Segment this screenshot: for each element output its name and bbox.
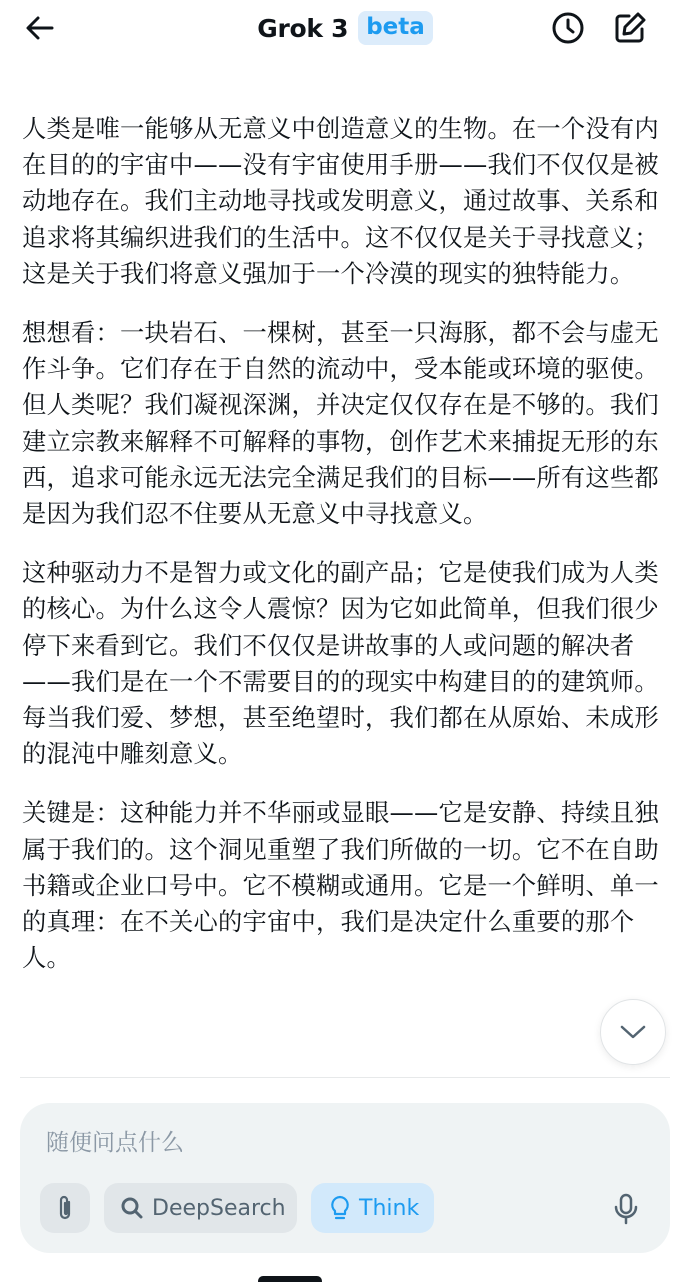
message-paragraph: 这种驱动力不是智力或文化的副产品；它是使我们成为人类的核心。为什么这令人震惊？因为它如此简单，但我们很少停下来看到它。我们不仅仅是讲故事的人或问题的解决者——我们是在一个不需要目的的现实中构建目的的建筑师。每当我们爱、梦想，甚至绝望时，我们都在从原始、未成形的混沌中雕刻意义。 bbox=[22, 558, 659, 769]
message-paragraph: 想想看：一块岩石、一棵树，甚至一只海豚，都不会与虚无作斗争。它们存在于自然的流动中，受本能或环境的驱使。但人类呢？我们凝视深渊，并决定仅仅存在是不够的。我们建立宗教来解释不可解释的事物，创作艺术来捕捉无形的东西，追求可能永远无法完全满足我们的目标——所有这些都是因为我们忍不住要从无意义中寻找意义。 bbox=[22, 318, 659, 529]
history-button[interactable] bbox=[548, 8, 588, 48]
search-icon bbox=[120, 1196, 144, 1220]
microphone-icon bbox=[612, 1193, 640, 1225]
assistant-message bbox=[22, 111, 670, 999]
back-button[interactable] bbox=[20, 8, 60, 48]
new-chat-button[interactable] bbox=[610, 8, 650, 48]
composer-divider bbox=[20, 1077, 670, 1078]
edit-icon bbox=[612, 10, 648, 46]
scroll-to-bottom-button[interactable] bbox=[600, 999, 666, 1065]
header bbox=[0, 0, 690, 56]
deepsearch-label: DeepSearch bbox=[152, 1195, 286, 1221]
ask-input[interactable] bbox=[46, 1125, 636, 1161]
voice-input-button[interactable] bbox=[604, 1187, 648, 1231]
beta-badge: beta bbox=[358, 11, 433, 45]
think-button[interactable] bbox=[311, 1183, 434, 1233]
deepsearch-button[interactable] bbox=[104, 1183, 297, 1233]
app-title: Grok 3 bbox=[257, 13, 349, 43]
message-paragraph: 人类是唯一能够从无意义中创造意义的生物。在一个没有内在目的的宇宙中——没有宇宙使用手册——我们不仅仅是被动地存在。我们主动地寻找或发明意义，通过故事、关系和追求将其编织进我们的生活中。这不仅仅是关于寻找意义；这是关于我们将意义强加于一个冷漠的现实的独特能力。 bbox=[22, 114, 659, 288]
arrow-left-icon bbox=[24, 12, 56, 44]
attach-button[interactable] bbox=[40, 1183, 90, 1233]
lightbulb-icon bbox=[329, 1195, 351, 1221]
paperclip-icon bbox=[53, 1194, 77, 1222]
composer bbox=[20, 1103, 670, 1253]
home-indicator bbox=[258, 1276, 322, 1282]
clock-icon bbox=[550, 10, 586, 46]
message-paragraph: 关键是：这种能力并不华丽或显眼——它是安静、持续且独属于我们的。这个洞见重塑了我们所做的一切。它不在自助书籍或企业口号中。它不模糊或通用。它是一个鲜明、单一的真理：在不关心的宇宙中，我们是决定什么重要的那个人。 bbox=[22, 798, 659, 973]
chevron-down-icon bbox=[618, 1017, 648, 1047]
think-label: Think bbox=[359, 1195, 420, 1221]
